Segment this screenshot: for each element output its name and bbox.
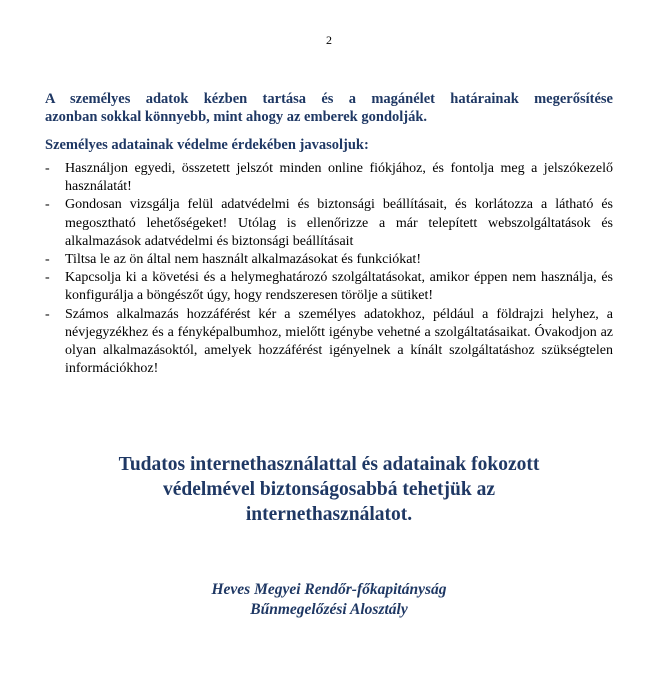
page-number: 2 xyxy=(326,33,332,47)
signature-block xyxy=(0,580,658,620)
intro-line: azonban sokkal könnyebb, mint ahogy az emberek gondolják. xyxy=(45,109,428,125)
dash-bullet: - xyxy=(45,270,50,286)
list-item xyxy=(45,269,613,305)
closing-line: Tudatos internethasználattal és adatainak fokozott xyxy=(118,454,540,475)
recommendations-heading: Személyes adatainak védelme érdekében javasoljuk: xyxy=(45,137,369,153)
closing-statement xyxy=(0,452,658,527)
document-body xyxy=(45,90,613,378)
list-item-text: Használjon egyedi, összetett jelszót minden online fiókjához, és fontolja meg a jelszókezelő használatát! xyxy=(65,161,613,195)
list-item xyxy=(45,160,613,196)
list-item-text: Számos alkalmazás hozzáférést kér a személyes adatokhoz, például a földrajzi helyhez, a névjegyzékhez és a fényképalbumhoz, mielőtt igénybe vehetné a szolgáltatásaikat. Óvakodjon az olyan alkalmazásoktól, amelyek hozzáférést igényelnek a kínált szolgáltatáshoz szükségtelen információkhoz! xyxy=(65,306,613,377)
signature-organization: Heves Megyei Rendőr-főkapitányság xyxy=(211,581,447,598)
recommendations-list xyxy=(45,160,613,378)
list-item-text: Gondosan vizsgálja felül adatvédelmi és biztonsági beállításait, és korlátozza a látható és megosztható lehetőségeket! Utólag is ellenőrizze a már telepített webszolgáltatások és alkalmazások adatvédelmi és biztonsági beállításait xyxy=(65,197,613,249)
dash-bullet: - xyxy=(45,197,50,213)
intro-line: A személyes adatok kézben tartása és a magánélet határainak megerősítése xyxy=(45,91,613,107)
dash-bullet: - xyxy=(45,252,50,268)
dash-bullet: - xyxy=(45,306,50,322)
closing-line: internethasználatot. xyxy=(245,504,413,525)
list-item-text: Kapcsolja ki a követési és a helymeghatározó szolgáltatásokat, amikor éppen nem használja, és konfigurálja a böngészőt úgy, hogy rendszeresen törölje a sütiket! xyxy=(65,270,613,304)
intro-paragraph xyxy=(45,90,613,126)
list-item xyxy=(45,251,613,269)
closing-line: védelmével biztonságosabbá tehetjük az xyxy=(162,479,496,500)
signature-department: Bűnmegelőzési Alosztály xyxy=(250,601,408,618)
list-item xyxy=(45,196,613,251)
list-item xyxy=(45,306,613,379)
list-item-text: Tiltsa le az ön által nem használt alkalmazásokat és funkciókat! xyxy=(65,252,421,268)
dash-bullet: - xyxy=(45,161,50,176)
